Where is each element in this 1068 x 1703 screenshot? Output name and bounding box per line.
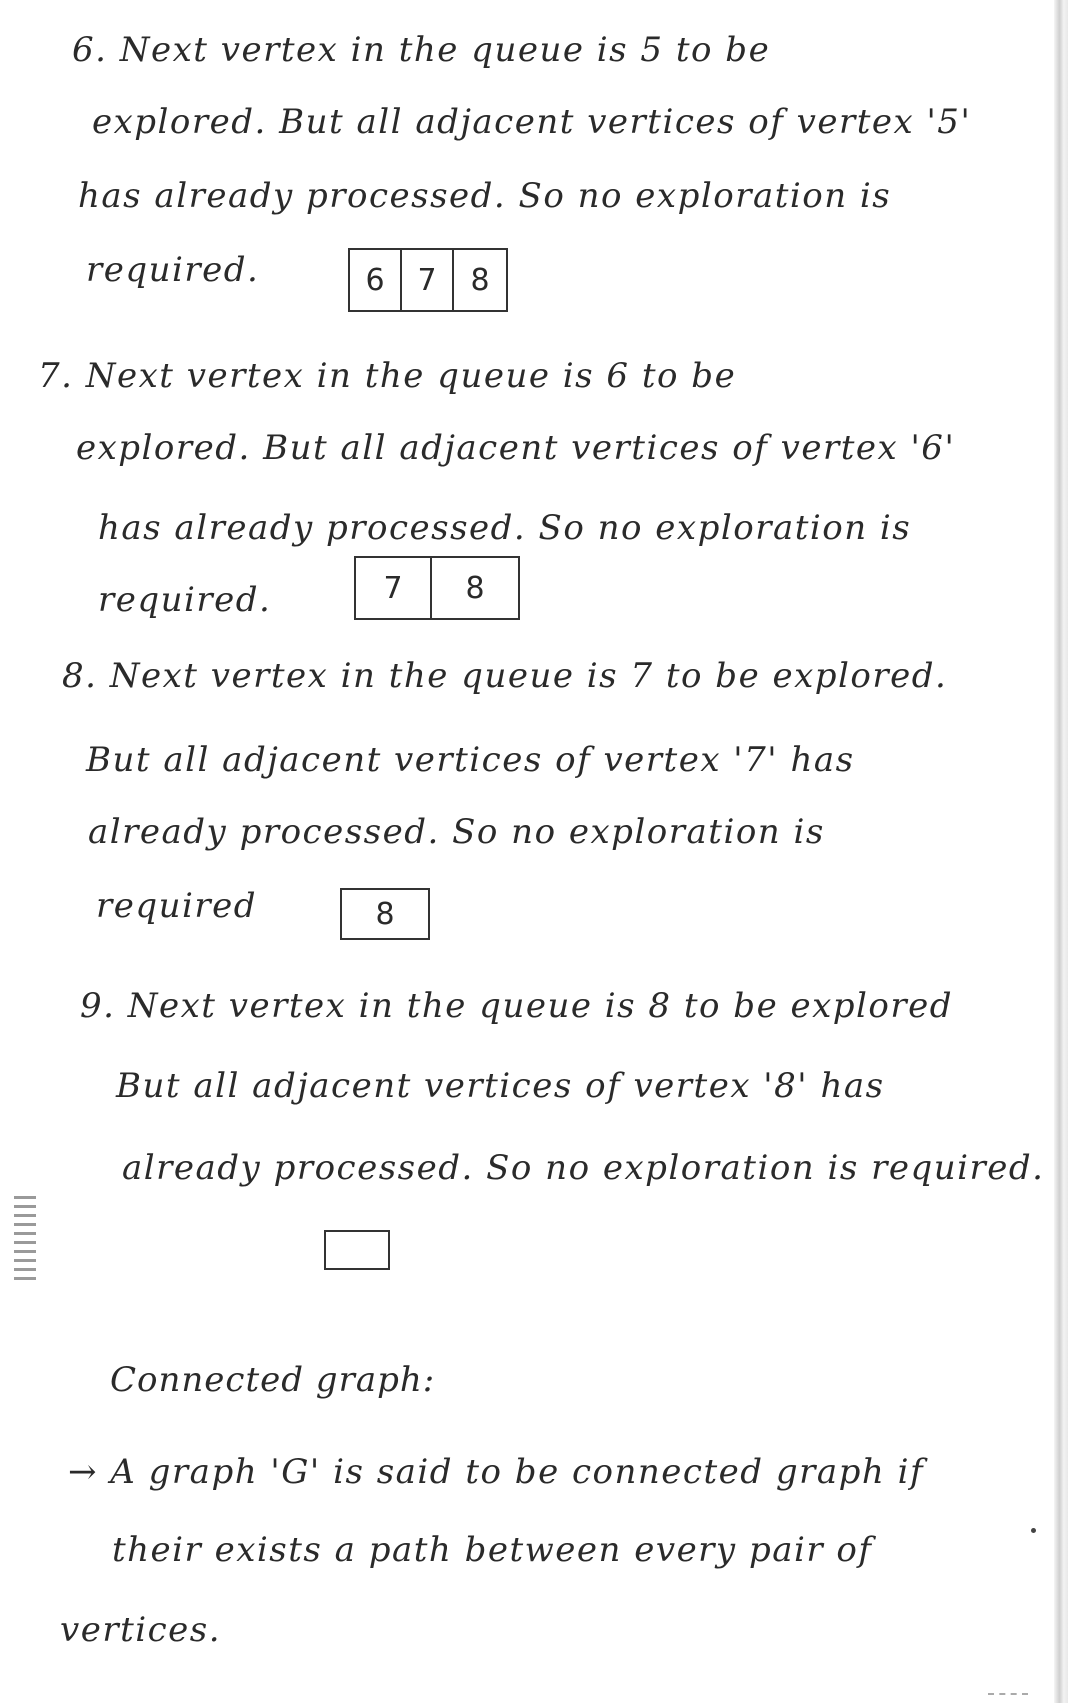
step-6-line-3: has already processed. So no exploration is	[78, 176, 892, 216]
definition-line-2: their exists a path between every pair of	[112, 1530, 873, 1570]
empty-queue	[324, 1230, 390, 1270]
definition-line-3: vertices.	[60, 1610, 222, 1650]
step-9-line-3: already processed. So no exploration is required.	[122, 1148, 1045, 1188]
step-6-line-4: required.	[86, 250, 260, 290]
step-6-line-2: explored. But all adjacent vertices of vertex '5'	[92, 102, 972, 142]
step-7-line-1: 7. Next vertex in the queue is 6 to be	[38, 356, 737, 396]
step-8-line-3: already processed. So no exploration is	[88, 812, 825, 852]
queue-cell: 7	[356, 558, 432, 618]
queue-step-8	[340, 888, 430, 940]
queue-cell: 7	[402, 250, 454, 310]
queue-cell: 8	[465, 570, 485, 606]
ink-dot	[1031, 1528, 1036, 1533]
step-8-line-4: required	[96, 886, 258, 926]
queue-step-6	[348, 248, 508, 312]
step-8-line-1: 8. Next vertex in the queue is 7 to be explored.	[62, 656, 948, 696]
queue-cell: 6	[350, 250, 402, 310]
step-8-line-2: But all adjacent vertices of vertex '7' has	[86, 740, 855, 780]
queue-cell: 8	[470, 262, 490, 298]
queue-cell: 8	[375, 896, 395, 932]
step-9-line-2: But all adjacent vertices of vertex '8' has	[116, 1066, 885, 1106]
step-7-line-2: explored. But all adjacent vertices of vertex '6'	[76, 428, 956, 468]
definition-line-1: → A graph 'G' is said to be connected graph if	[68, 1452, 925, 1492]
step-6-line-1: 6. Next vertex in the queue is 5 to be	[72, 30, 771, 70]
page-corner-mark	[988, 1693, 1028, 1697]
step-9-line-1: 9. Next vertex in the queue is 8 to be explored	[80, 986, 954, 1026]
queue-step-7	[354, 556, 520, 620]
page-edge	[1054, 0, 1068, 1703]
binding-marks	[14, 1190, 36, 1350]
step-7-line-4: required.	[98, 580, 272, 620]
step-7-line-3: has already processed. So no exploration is	[98, 508, 912, 548]
section-heading: Connected graph:	[110, 1360, 436, 1400]
